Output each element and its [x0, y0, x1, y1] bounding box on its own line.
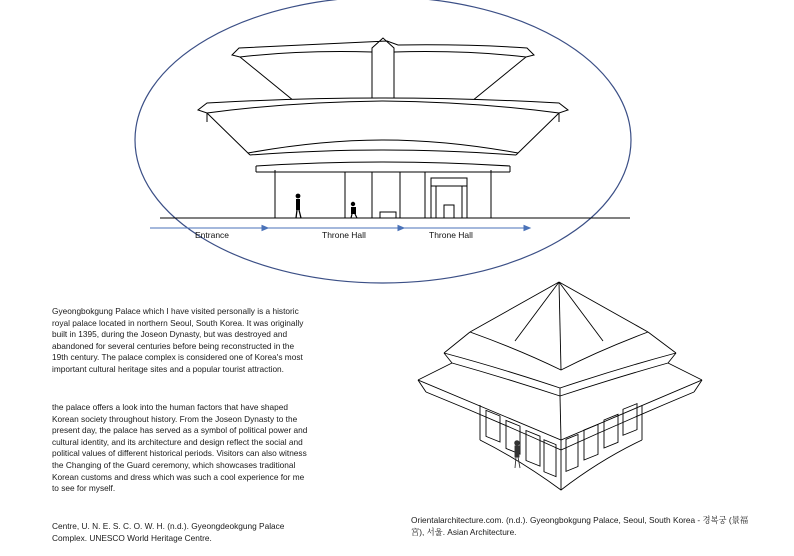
middle-roof [198, 98, 568, 155]
intro-text: Gyeongbokgung Palace which I have visited personally is a historic royal palace located in northern Seoul, South Korea. It was originally built in 1395, during the Joseon Dynasty, but was destroyed and abandoned for several centuries before being reconstructed in the 19th century. The palace complex is considered one of Korea's most important cultural heritage sites and a popular tourist attraction. [52, 306, 304, 374]
body-paragraph [52, 402, 310, 495]
intro-paragraph [52, 306, 310, 376]
hall-walls [256, 170, 510, 218]
visitor-figures [296, 194, 357, 218]
iso-lower-roof [418, 363, 702, 450]
label-throne-hall-1: Throne Hall [322, 230, 366, 240]
iso-top-roof [470, 282, 648, 370]
body-text: the palace offers a look into the human factors that have shaped Korean society throughout history. From the Joseon Dynasty to the present day, the palace has served as a symbol of political power and cultural identity, and its architecture and design reflect the social and political values of different historical periods. Visitors can also witness the Changing of the Guard ceremony, which showcases traditional Korean customs and dress which was such a cool experience for me to see for myself. [52, 402, 308, 494]
iso-visitor-figure [515, 441, 520, 468]
label-throne-hall-2: Throne Hall [429, 230, 473, 240]
upper-roof [232, 38, 534, 101]
citation-left: Centre, U. N. E. S. C. O. W. H. (n.d.). Gyeongdeokgung Palace Complex. UNESCO World Heritage Centre. [52, 521, 285, 543]
citation-right: Orientalarchitecture.com. (n.d.). Gyeongbokgung Palace, Seoul, South Korea - 경복궁 (景福宮), 서울. Asian Architecture. [411, 515, 749, 537]
lower-roof-eave [248, 140, 518, 172]
isometric-view [418, 282, 702, 490]
label-entrance: Entrance [195, 230, 230, 240]
